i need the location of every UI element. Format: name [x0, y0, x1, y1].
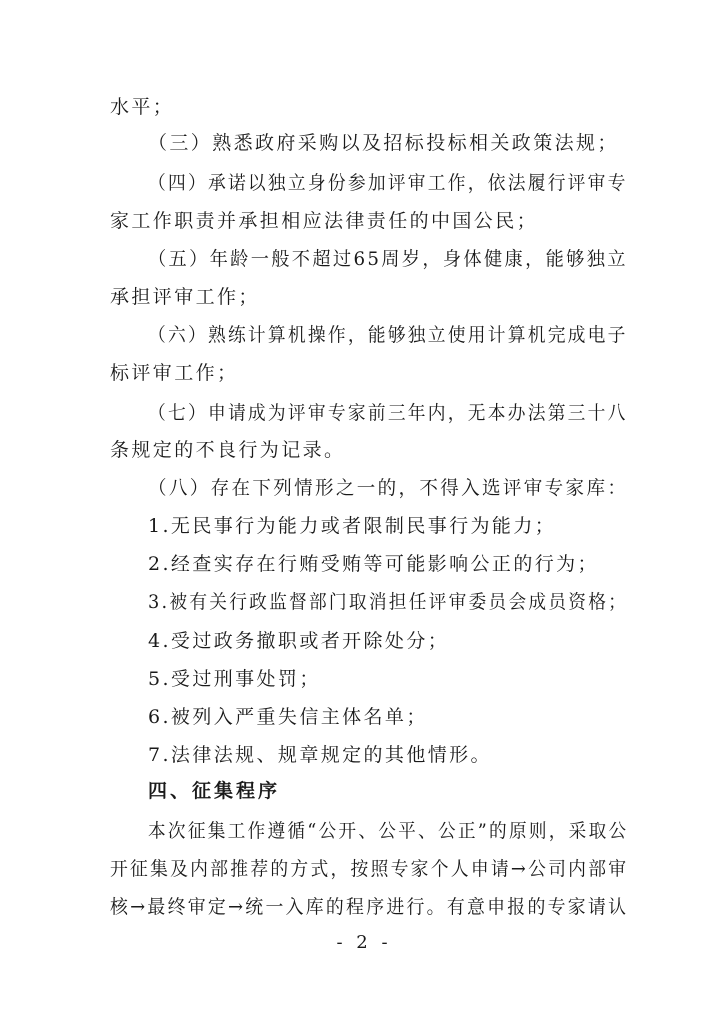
- paragraph-line: 标评审工作；: [110, 362, 239, 384]
- paragraph-line: （五）年龄一般不超过65周岁，身体健康，能够独立: [148, 248, 628, 270]
- paragraph-line: 家工作职责并承担相应法律责任的中国公民；: [110, 210, 539, 232]
- paragraph-line: （七）申请成为评审专家前三年内，无本办法第三十八: [148, 402, 628, 424]
- paragraph-line: 条规定的不良行为记录。: [110, 439, 346, 461]
- section-heading: 四、征集程序: [148, 780, 281, 802]
- list-item: 2.经查实存在行贿受贿等可能影响公正的行为；: [148, 553, 599, 575]
- list-item: 3.被有关行政监督部门取消担任评审委员会成员资格；: [148, 591, 629, 613]
- paragraph-line: （四）承诺以独立身份参加评审工作，依法履行评审专: [148, 172, 628, 194]
- list-item: 6.被列入严重失信主体名单；: [148, 706, 428, 728]
- list-item: 5.受过刑事处罚；: [148, 668, 321, 690]
- list-item: 1.无民事行为能力或者限制民事行为能力；: [148, 515, 557, 537]
- list-item: 7.法律法规、规章规定的其他情形。: [148, 744, 492, 766]
- paragraph-line: （八）存在下列情形之一的，不得入选评审专家库：: [148, 477, 629, 499]
- paragraph-line: 核→最终审定→统一入库的程序进行。有意申报的专家请认: [110, 896, 629, 918]
- paragraph-line: 开征集及内部推荐的方式，按照专家个人申请→公司内部审: [110, 858, 629, 880]
- paragraph-line: 本次征集工作遵循“公开、公平、公正”的原则，采取公: [148, 820, 629, 842]
- paragraph-line: 水平；: [110, 96, 175, 118]
- paragraph-line: （六）熟练计算机操作，能够独立使用计算机完成电子: [148, 324, 628, 346]
- list-item: 4.受过政务撤职或者开除处分；: [148, 630, 450, 652]
- paragraph-line: 承担评审工作；: [110, 286, 260, 308]
- paragraph-line: （三）熟悉政府采购以及招标投标相关政策法规；: [148, 132, 619, 154]
- page-number: - 2 -: [336, 932, 392, 953]
